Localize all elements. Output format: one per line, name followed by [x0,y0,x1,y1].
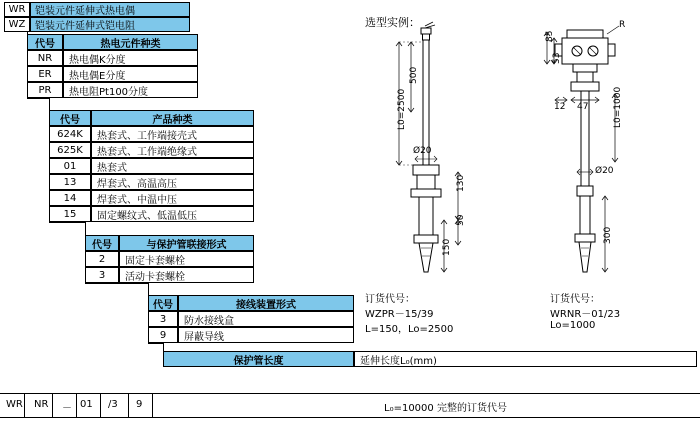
group-2-row-1-label [119,267,254,283]
group-0-header-code-text: 代号 [35,38,55,50]
group-1-row-1-code [49,142,91,158]
bottom-cell-4 [108,399,118,410]
left-dim-150: 150 [442,238,452,256]
top-label-0 [30,2,190,17]
group-1-row-1-label [91,142,254,158]
group-1-row-5-label-text: 固定螺纹式、低温低压 [97,210,197,222]
group-2-row-0-code [85,251,119,267]
right-order-code: WRNR－01/23 [550,309,621,320]
bottom-result-text: L₀=10000 完整的订货代号 [384,403,507,414]
top-code-1 [4,17,30,32]
right-dim-R: R [619,20,626,30]
group-3-row-0-label-text: 防水接线盒 [184,315,234,327]
left-dim-130: 130 [456,174,466,192]
group-3-row-1-code [148,327,178,343]
group-0-row-1-label-text: 热电偶E分度 [69,70,126,82]
group-3-row-1-code-text: 9 [159,329,167,341]
group-0-row-0-code-text: NR [37,52,53,64]
right-dim-47: 47 [577,102,589,112]
group-0-row-2-label-text: 热电阻Pt100分度 [69,86,149,98]
left-dim-500: 500 [409,66,419,84]
group-0-row-0-label [63,50,198,66]
group-2-row-1-label-text: 活动卡套螺栓 [125,271,185,283]
group-1-row-3-label [91,174,254,190]
group-1-row-2-label-text: 热套式 [97,162,127,174]
bottom-cell-0 [6,399,23,410]
group-1-row-2-code [49,158,91,174]
group-0-row-2-label [63,82,198,98]
group-2-row-0-label [119,251,254,267]
group-1-header-label [91,110,254,126]
group-0-row-1-code-text: ER [38,68,52,80]
bottom-cell-5 [136,399,142,410]
right-dim-L0: L0=1000 [613,86,623,128]
group-0-row-2-code [27,82,63,98]
right-order-title: 订货代号： [550,294,600,305]
group-2-header-code-text: 代号 [92,239,112,251]
right-dim-300: 300 [603,226,613,244]
group-1-row-4-label [91,190,254,206]
group-1-row-0-label [91,126,254,142]
group-2-row-1-code [85,267,119,283]
group-1-row-0-code-text: 624K [57,128,83,140]
bottom-cell-2 [62,399,72,414]
right-dim-dia20: Ø20 [595,166,614,176]
group-1-row-3-code [49,174,91,190]
bottom-cell-0-text: WR [6,399,23,410]
left-order-title: 订货代号： [365,294,415,305]
left-dim-L0: L0=2500 [397,88,407,130]
group-3-header-code [148,295,178,311]
group-3-header-label-text: 接线装置形式 [236,299,296,311]
group-2-row-1-code-text: 3 [98,269,106,281]
examples-title: 选型实例： [365,16,420,29]
right-dim-53: 53 [552,52,562,64]
top-code-0 [4,2,30,17]
group-4-header-label [163,351,354,367]
group-0-row-0-label-text: 热电偶K分度 [69,54,126,66]
left-order-code: WZPR－15/39 [365,309,434,320]
length-value-text: 延伸长度L₀(mm) [360,355,437,367]
bottom-cell-3-text: 01 [80,399,93,410]
group-1-row-3-code-text: 13 [63,176,77,188]
bottom-cell-5-text: 9 [136,399,143,410]
group-0-row-2-code-text: PR [38,84,52,96]
left-order-note: L=150，Lo=2500 [365,324,454,335]
group-1-row-1-code-text: 625K [57,144,83,156]
group-2-header-label [119,235,254,251]
group-3-row-1-label-text: 屏蔽导线 [184,331,224,343]
bottom-cell-1 [34,399,48,410]
group-0-row-0-code [27,50,63,66]
top-code-1-text: WZ [8,19,26,30]
left-dim-50: 50 [456,214,466,226]
group-1-row-3-label-text: 焊套式、高温高压 [97,178,177,190]
group-1-row-2-label [91,158,254,174]
group-3-header-code-text: 代号 [153,299,173,311]
group-1-row-0-code [49,126,91,142]
top-code-0-text: WR [8,4,26,15]
group-1-row-1-label-text: 热套式、工作端绝缘式 [97,146,197,158]
group-2-header-code [85,235,119,251]
right-drawing-panel [355,0,700,423]
top-label-1 [30,17,190,32]
group-1-row-5-code [49,206,91,222]
group-0-row-1-code [27,66,63,82]
group-1-row-5-code-text: 15 [63,208,77,220]
bottom-cell-1-text: NR [34,399,49,410]
group-0-header-label-text: 热电元件种类 [100,38,161,50]
right-order-note: Lo=1000 [550,320,596,331]
group-3-row-0-code [148,311,178,327]
top-label-1-text: 铠装元件延伸式铠电阻 [35,21,135,32]
group-1-row-0-label-text: 热套式、工作端接壳式 [97,130,197,142]
bottom-cell-4-text: /3 [108,399,118,410]
group-3-row-0-label [178,311,354,327]
group-0-row-1-label [63,66,198,82]
group-2-header-label-text: 与保护管联接形式 [146,239,227,251]
group-1-header-code [49,110,91,126]
group-1-header-label-text: 产品种类 [152,114,193,126]
group-0-header-label [63,34,198,50]
right-dim-12: 12 [554,102,566,112]
bottom-cell-2-text: － [62,403,72,414]
bottom-cell-3 [80,399,93,410]
group-4-header-label-text: 保护管长度 [233,355,284,367]
group-3-row-1-label [178,327,354,343]
right-dim-85: 85 [545,30,555,42]
group-3-row-0-code-text: 3 [159,313,167,325]
left-dim-dia20: Ø20 [413,146,432,156]
top-label-0-text: 铠装元件延伸式热电偶 [35,6,135,17]
group-1-row-4-label-text: 焊套式、中温中压 [97,194,177,206]
group-2-row-0-code-text: 2 [98,253,106,265]
group-1-row-4-code [49,190,91,206]
group-1-row-5-label [91,206,254,222]
group-1-row-4-code-text: 14 [63,192,77,204]
group-1-header-code-text: 代号 [60,114,80,126]
group-2-row-0-label-text: 固定卡套螺栓 [125,255,185,267]
group-0-header-code [27,34,63,50]
group-1-row-2-code-text: 01 [63,160,77,172]
group-3-header-label [178,295,354,311]
